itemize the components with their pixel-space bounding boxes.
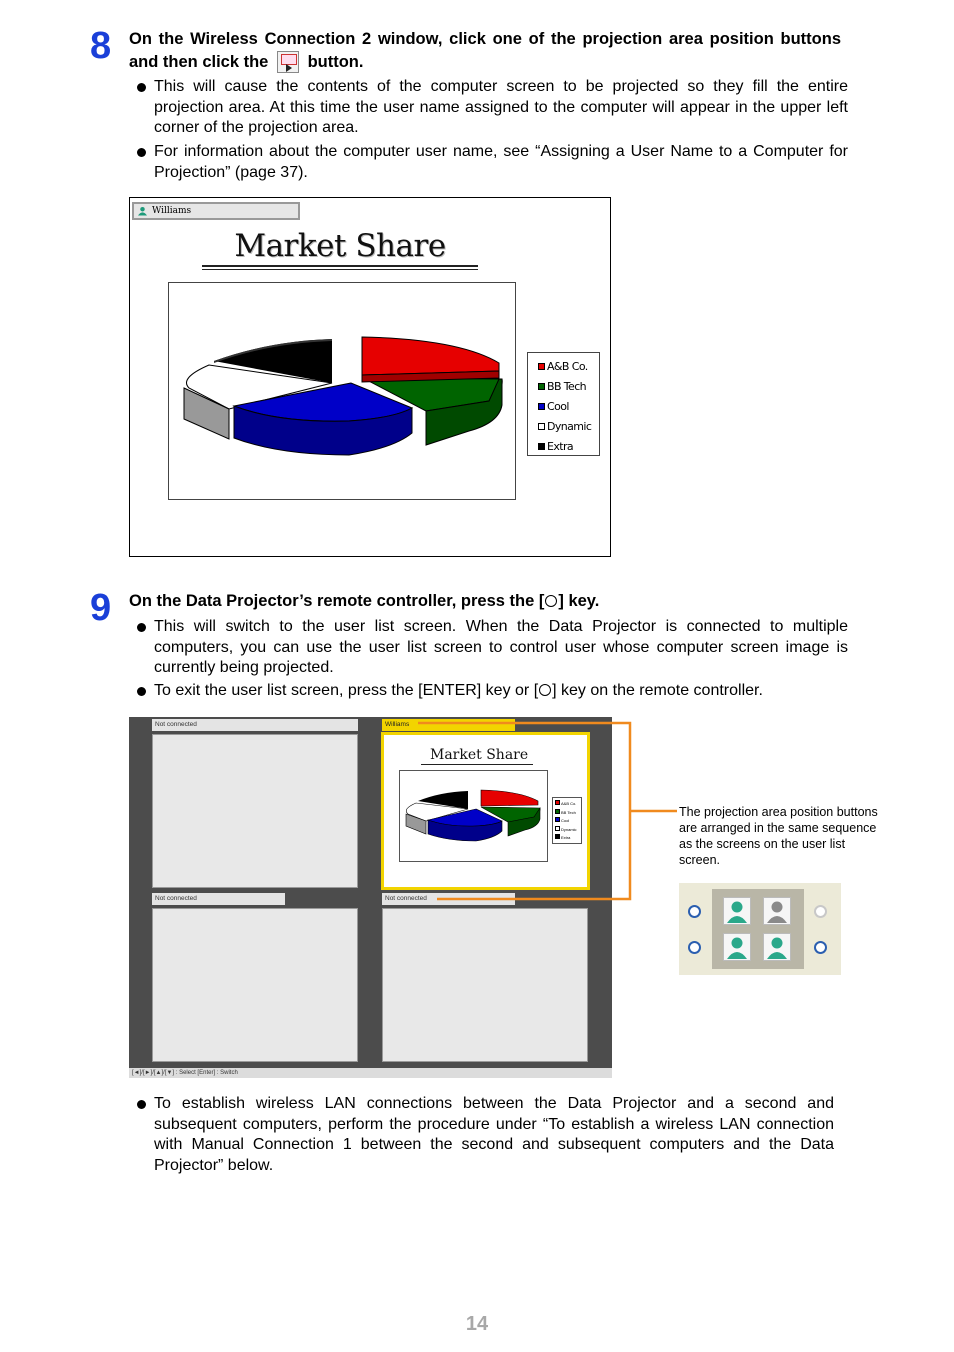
step-9-bullet-1: This will switch to the user list screen. When the Data Projector is connected to multiple computers, you can use the user list screen to control user whose computer screen image is currently being projected. [154,617,848,679]
mini-legend-swatch [555,826,560,831]
mini-legend-item [555,826,581,835]
step-8-title-end: button. [307,53,364,71]
projection-screenshot [129,197,611,557]
mini-legend-swatch [555,800,560,805]
pane-label-3: Not connected [152,893,285,905]
position-radio-top-left[interactable] [688,905,701,918]
position-radio-bottom-right[interactable] [814,941,827,954]
legend-item [538,437,599,457]
title-underline [202,265,478,267]
mini-title-underline [421,764,533,765]
mini-slice-abco [481,790,538,806]
callout-text: The projection area position buttons are arranged in the same sequence as the screens on the user list screen. [679,805,878,867]
legend-item [538,397,599,417]
step-9-title-end: ] key. [558,592,600,610]
position-button-1[interactable] [723,897,751,925]
user-name: Williams [152,206,192,216]
legend-item [538,357,599,377]
legend-swatch [538,423,545,430]
projection-button-icon [277,51,299,73]
user-icon-inactive [764,898,790,924]
step-9-title-text: On the Data Projector’s remote controller, press the [ [129,592,545,610]
legend-swatch [538,443,545,450]
status-bar: [◄]/[►]/[▲]/[▼] : Select [Enter] : Switch [129,1068,612,1078]
mini-legend-swatch [555,834,560,839]
pie-chart-frame [168,282,516,500]
pie-slice-abco [362,337,499,375]
step-8-title-text: On the Wireless Connection 2 window, click one of the projection area position buttons and then click the [129,30,841,71]
position-button-2[interactable] [763,897,791,925]
circle-key-icon [539,684,551,696]
mini-pie-chart [400,771,547,861]
step-9-bullet-2-end: ] key on the remote controller. [552,682,763,699]
step-9-title [129,590,841,613]
step-8-title [129,28,841,74]
position-radio-top-right[interactable] [814,905,827,918]
mini-legend-swatch [555,809,560,814]
mini-legend [552,797,582,844]
legend-item [538,417,599,437]
legend-swatch [538,383,545,390]
user-icon [764,934,790,960]
mini-legend-item [555,834,581,843]
title-underline-thin [202,269,478,270]
legend-swatch [538,403,545,410]
user-icon [724,934,750,960]
legend-swatch [538,363,545,370]
position-button-4[interactable] [763,933,791,961]
user-pane-1 [152,734,358,888]
mini-legend-item [555,800,581,809]
step-8-bullet-2: For information about the computer user name, see “Assigning a User Name to a Computer for Projection” (page 37). [154,142,848,183]
mini-chart-title: Market Share [430,747,529,763]
page-number: 14 [465,1313,489,1335]
step-9-bullet-2-text: To exit the user list screen, press the [ENTER] key or [ [154,682,539,699]
position-radio-bottom-left[interactable] [688,941,701,954]
legend-label: Cool [547,400,569,413]
position-buttons-panel [679,883,841,975]
mini-legend-swatch [555,817,560,822]
legend-label: A&B Co. [547,360,588,373]
legend-item [538,377,599,397]
pane-label-4: Not connected [382,893,515,905]
legend-label: Dynamic [547,420,592,433]
user-icon [724,898,750,924]
mini-pie-frame [399,770,548,862]
chart-legend [527,352,600,456]
mini-legend-item [555,817,581,826]
chart-title: Market Share [234,228,446,264]
mini-legend-label: Dynamic [561,826,577,832]
step-8-bullet-1: This will cause the contents of the computer screen to be projected so they fill the entire projection area. At this time the user name assigned to the computer will appear in the upper left corner of the projection area. [154,77,848,139]
step-9-number: 9 [90,587,112,629]
legend-label: BB Tech [547,380,587,393]
mini-legend-label: Cool [561,818,570,823]
legend-label: Extra [547,440,574,453]
position-button-3[interactable] [723,933,751,961]
final-bullet: To establish wireless LAN connections between the Data Projector and a second and subsequent computers, perform the procedure under “To establish a wireless LAN connection with Manual Connection 1 between the second and subsequent computers and the Data Projector” below. [154,1094,834,1176]
user-icon [138,206,147,216]
user-name-tag [132,202,300,220]
step-9-bullet-2 [154,681,848,702]
mini-legend-label: A&B Co. [561,801,577,806]
position-buttons-grid [712,889,804,969]
pie-chart [169,283,515,499]
circle-key-icon [545,595,557,607]
step-8-number: 8 [90,25,112,67]
mini-legend-label: Extra [561,835,571,840]
user-pane-2-selected [381,732,590,890]
pane-label-1: Not connected [152,719,358,731]
user-pane-4 [382,908,588,1062]
mini-legend-label: BB Tech [561,809,576,815]
mini-legend-item [555,809,581,818]
user-pane-3 [152,908,358,1062]
pane-label-2: Williams [382,719,515,731]
user-list-screenshot [129,717,612,1078]
